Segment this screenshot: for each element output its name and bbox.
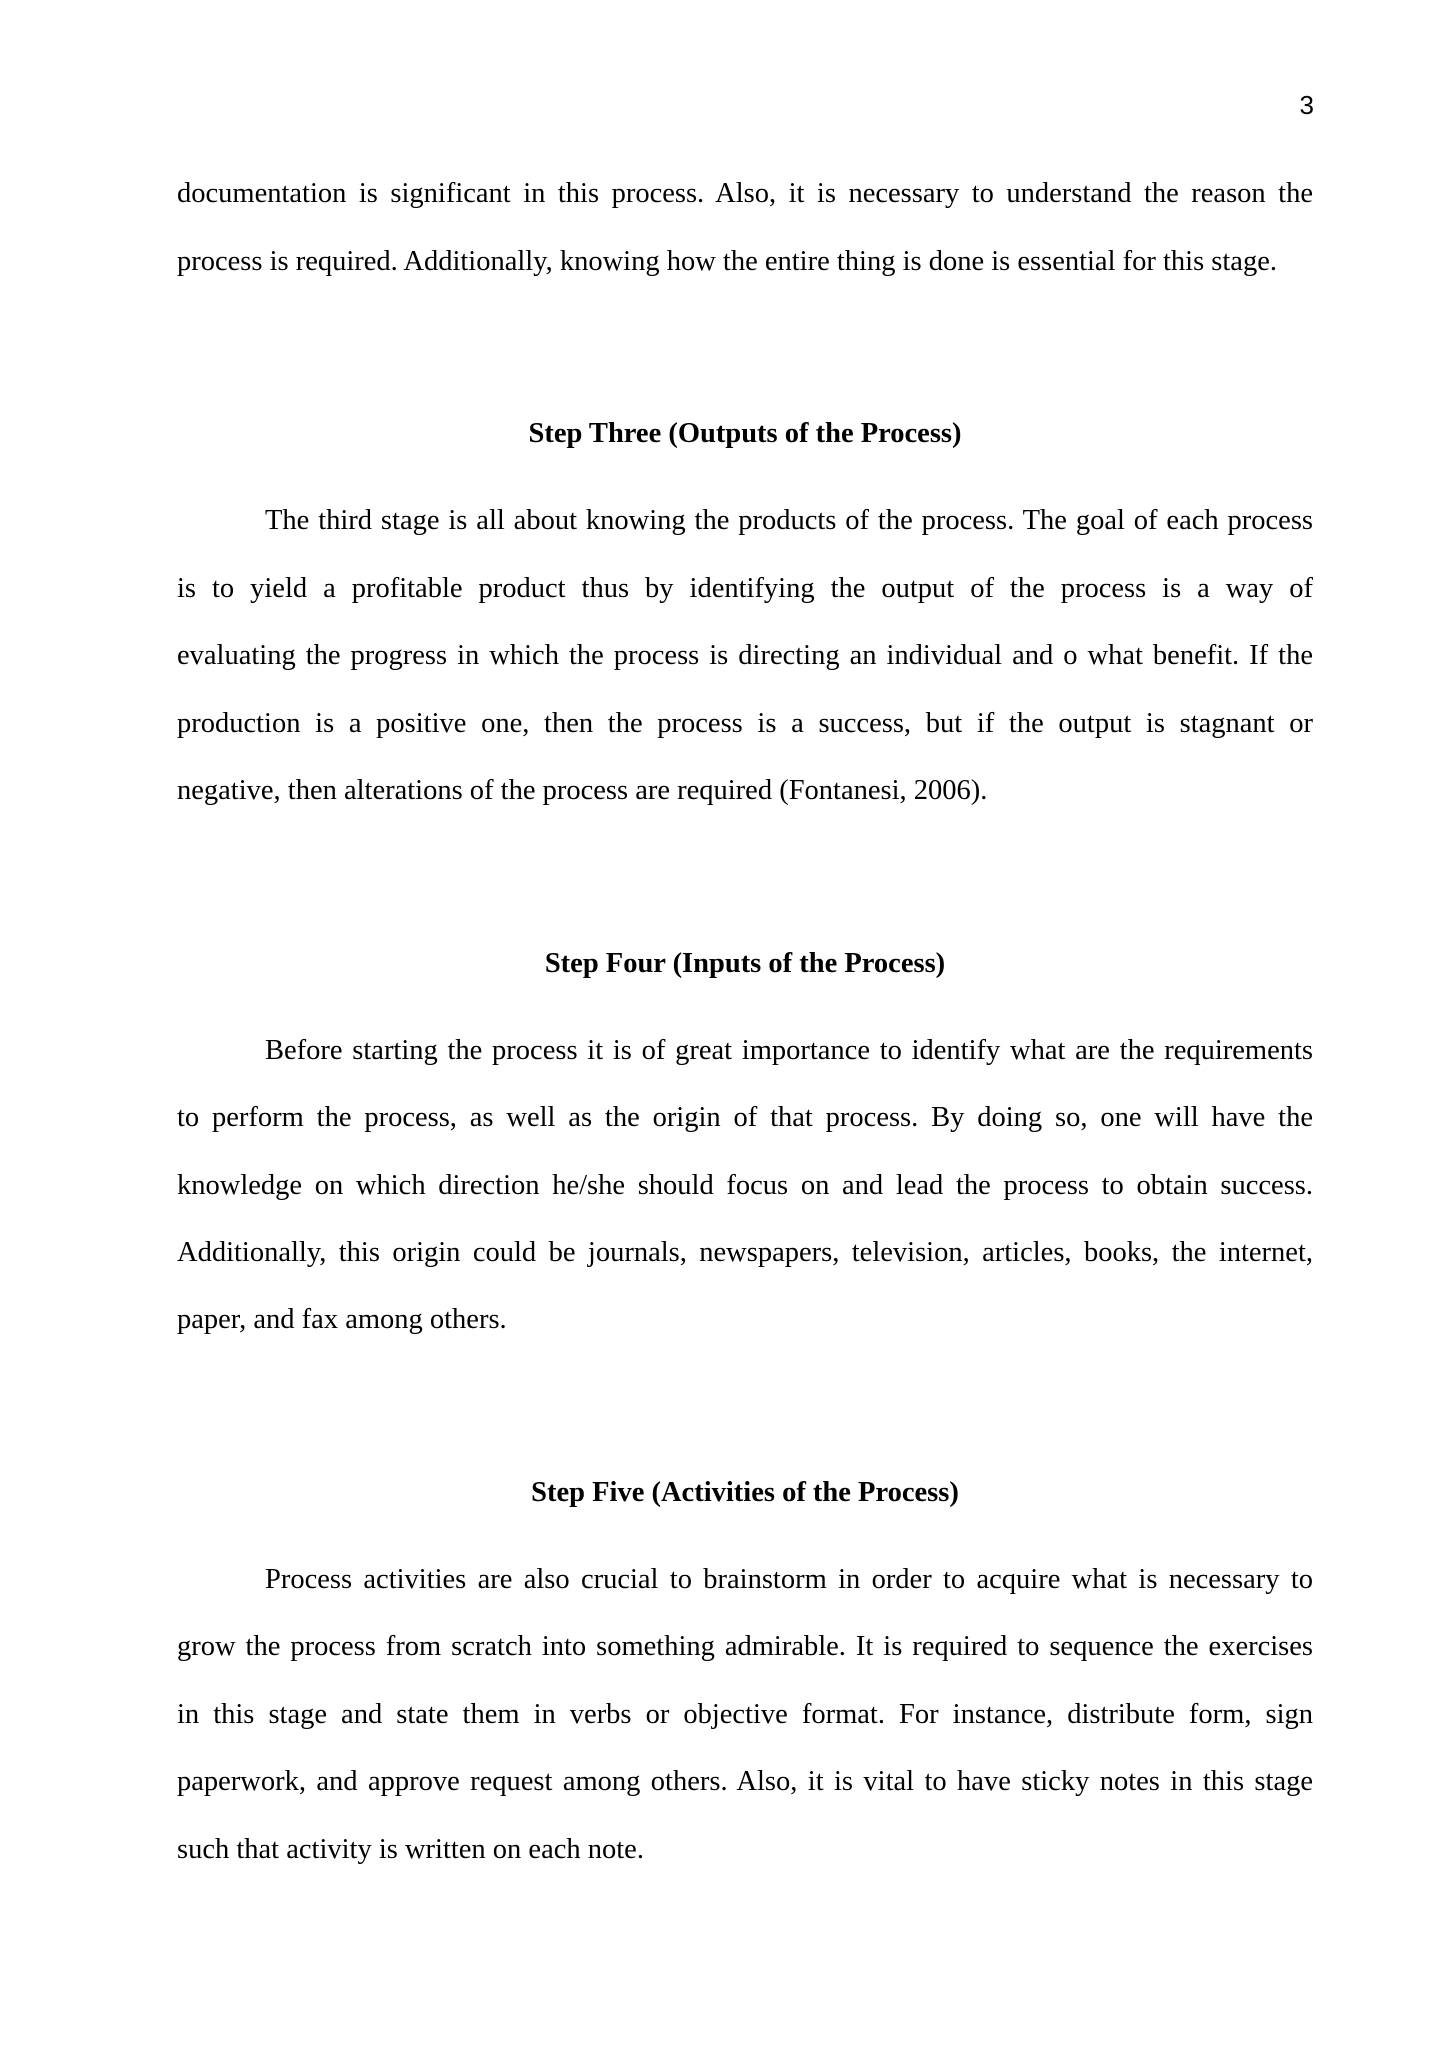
paragraph-line: process is required. Additionally, knowing how the entire thing is done is essential for this stage.	[177, 246, 1277, 277]
paragraph-line: grow the process from scratch into something admirable. It is required to sequence the exercises	[177, 1631, 1313, 1662]
paragraph-line: is to yield a profitable product thus by identifying the output of the process is a way of	[177, 573, 1313, 604]
paragraph-line: such that activity is written on each note.	[177, 1834, 644, 1865]
paragraph-line: The third stage is all about knowing the products of the process. The goal of each process	[265, 505, 1313, 536]
paragraph-line: in this stage and state them in verbs or objective format. For instance, distribute form, sign	[177, 1699, 1313, 1730]
paragraph-line: Process activities are also crucial to brainstorm in order to acquire what is necessary to	[265, 1564, 1313, 1595]
paragraph-line: paper, and fax among others.	[177, 1304, 507, 1335]
section-heading: Step Five (Activities of the Process)	[531, 1477, 959, 1508]
section-heading: Step Four (Inputs of the Process)	[544, 948, 946, 979]
paragraph-line: evaluating the progress in which the process is directing an individual and o what benefit. If the	[177, 640, 1313, 671]
paragraph-line: negative, then alterations of the process are required (Fontanesi, 2006).	[177, 775, 988, 806]
paragraph-line: production is a positive one, then the process is a success, but if the output is stagnant or	[177, 708, 1313, 739]
page-number: 3	[1299, 90, 1314, 120]
paragraph-line: paperwork, and approve request among others. Also, it is vital to have sticky notes in this stage	[177, 1766, 1313, 1797]
section-heading: Step Three (Outputs of the Process)	[528, 418, 962, 449]
paragraph-line: Before starting the process it is of great importance to identify what are the requirements	[265, 1035, 1313, 1066]
paragraph-line: Additionally, this origin could be journals, newspapers, television, articles, books, the internet,	[177, 1237, 1313, 1268]
paragraph-line: knowledge on which direction he/she should focus on and lead the process to obtain success.	[177, 1170, 1313, 1201]
paragraph-line: to perform the process, as well as the origin of that process. By doing so, one will have the	[177, 1102, 1313, 1133]
paragraph-line: documentation is significant in this process. Also, it is necessary to understand the reason the	[177, 178, 1313, 209]
